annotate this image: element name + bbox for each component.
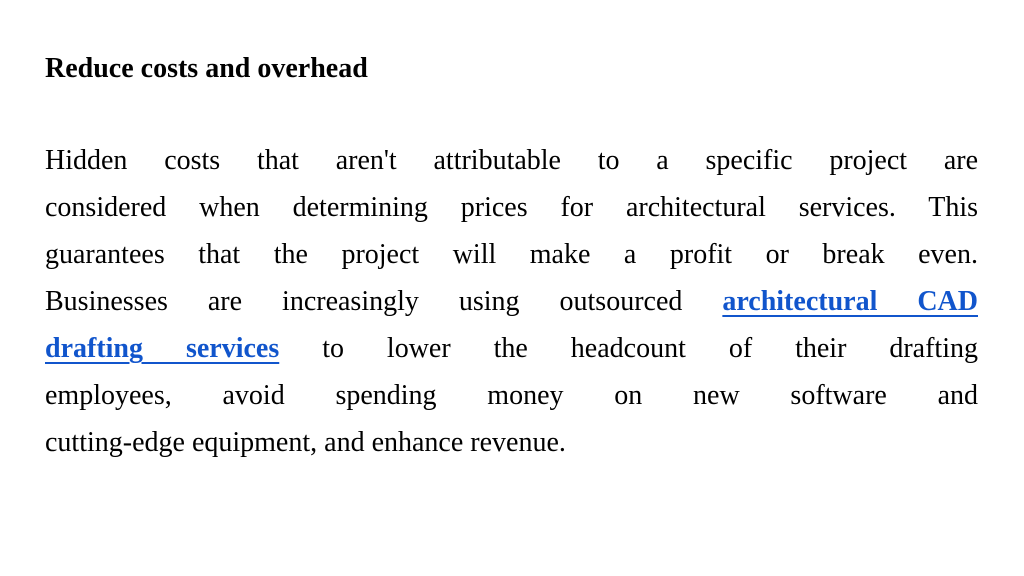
- architectural-cad-link-part-1[interactable]: architectural CAD: [722, 286, 978, 317]
- body-paragraph: [45, 137, 978, 466]
- paragraph-line-5-text: to lower the headcount of their drafting: [279, 333, 978, 364]
- paragraph-line-1: Hidden costs that aren't attributable to a specific project are: [45, 145, 978, 176]
- architectural-cad-link-part-2[interactable]: drafting services: [45, 333, 280, 364]
- section-heading: Reduce costs and overhead: [45, 53, 368, 84]
- paragraph-line-4: [45, 278, 978, 325]
- paragraph-line-2: considered when determining prices for architectural services. This: [45, 192, 978, 223]
- paragraph-line-3: guarantees that the project will make a profit or break even.: [45, 239, 978, 270]
- paragraph-line-7: cutting-edge equipment, and enhance revenue.: [45, 427, 566, 458]
- paragraph-line-6: employees, avoid spending money on new software and: [45, 380, 978, 411]
- paragraph-line-5: [45, 325, 978, 372]
- paragraph-line-4-text: Businesses are increasingly using outsourced: [45, 286, 723, 317]
